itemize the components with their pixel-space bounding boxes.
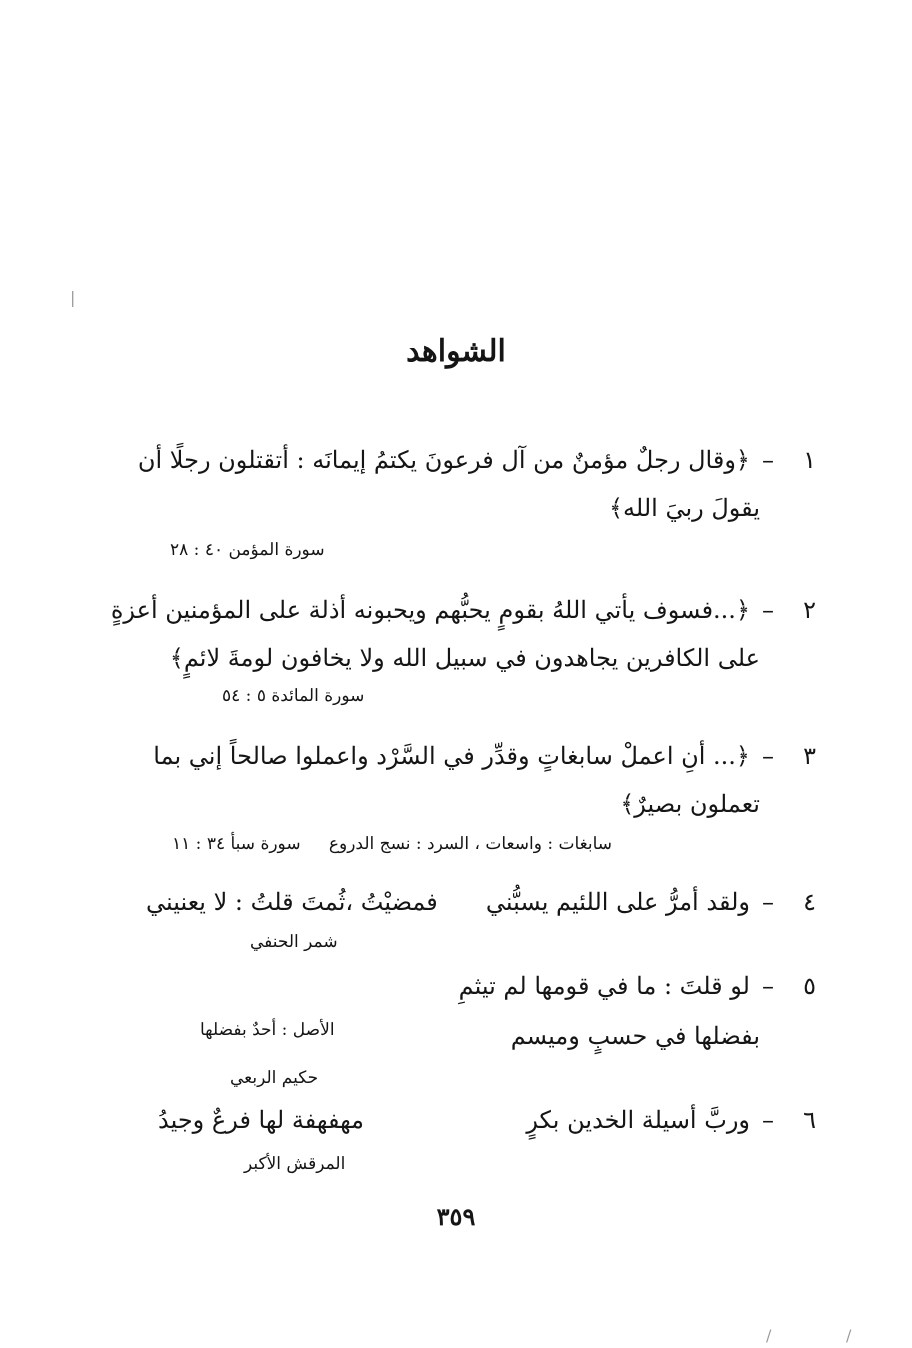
verse-first-hemistich: ولقد أمرُّ على اللئيم يسبُّني (485, 888, 750, 916)
dash: – (762, 1106, 774, 1134)
item-5-line-2: بفضلها في حسبٍ وميسم (510, 1022, 760, 1050)
dash: – (762, 888, 774, 916)
dash: – (762, 742, 774, 770)
item-3-line-1 (140, 742, 816, 770)
item-1-reference: سورة المؤمن ٤٠ : ٢٨ (170, 540, 325, 560)
item-3-gloss: سابغات : واسعات ، السرد : نسج الدروع (328, 834, 612, 854)
quran-text: ﴿وقال رجلٌ مؤمنٌ من آل فرعونَ يكتمُ إيمانَه : أتقتلون رجلًا أن (137, 446, 750, 474)
item-2-reference: سورة المائدة ٥ : ٥٤ (222, 686, 365, 706)
dash: – (762, 596, 774, 624)
dash: – (762, 446, 774, 474)
item-1-line-1 (137, 446, 816, 474)
margin-mark: | (70, 288, 76, 307)
item-number: ٦ (803, 1106, 816, 1134)
item-number: ٥ (803, 972, 816, 1000)
margin-mark: / (846, 1326, 852, 1345)
verse-second-hemistich: فمضيْتُ ،ثُمتَ قلتُ : لا يعنيني (146, 888, 438, 916)
item-number: ٤ (803, 888, 816, 916)
item-number: ٣ (803, 742, 816, 770)
page-number: ٣٥٩ (436, 1202, 476, 1231)
item-4-poet: شمر الحنفي (250, 932, 338, 952)
item-3-line-2: تعملون بصيرٌ﴾ (620, 790, 760, 818)
item-2-line-1 (110, 596, 816, 624)
quran-text: ﴿... أنِ اعملْ سابغاتٍ وقدِّر في السَّرْد واعملوا صالحاً إني بما (153, 742, 750, 770)
quran-text: ﴿...فسوف يأتي اللهُ بقومٍ يحبُّهم ويحبونه أذلة على المؤمنين أعزةٍ (110, 596, 750, 624)
page-title: الشواهد (406, 334, 506, 369)
item-2-line-2: على الكافرين يجاهدون في سبيل الله ولا يخافون لومةَ لائمٍ﴾ (169, 644, 760, 672)
item-6-poet: المرقش الأكبر (244, 1154, 346, 1174)
item-5-poet: حكيم الربعي (230, 1068, 319, 1088)
margin-mark: / (766, 1326, 772, 1345)
verse-second-hemistich: مهفهفة لها فرعٌ وجيدُ (158, 1106, 365, 1134)
item-number: ٢ (803, 596, 816, 624)
item-5-note: الأصل : أحدٌ بفضلها (200, 1020, 335, 1040)
verse-first-hemistich: لو قلتَ : ما في قومها لم تيثمِ (458, 972, 750, 1000)
item-5-line-1 (140, 972, 816, 1000)
item-1-line-2: يقولَ ربيَ الله﴾ (608, 494, 760, 522)
dash: – (762, 972, 774, 1000)
verse-first-hemistich: وربَّ أسيلة الخدين بكرٍ (526, 1106, 750, 1134)
item-number: ١ (803, 446, 816, 474)
item-3-reference: سورة سبأ ٣٤ : ١١ (172, 834, 301, 854)
